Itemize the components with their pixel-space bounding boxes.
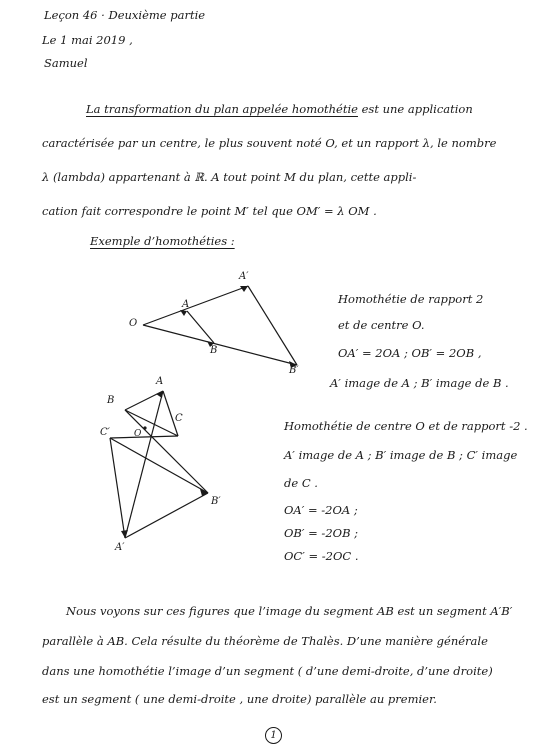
arrow-a-fig2 [156,391,163,398]
segment-a2b2-fig2 [125,493,208,538]
lesson-title: Leçon 46 · Deuxième partie [44,8,206,22]
example2-line-5: OB′ = -2OB ; [284,526,359,540]
definition-line-2: caractérisée par un centre, le plus souvent noté O, et un rapport λ, le nombre [42,136,497,150]
example2-line-3: de C . [284,476,318,490]
fig2-label-a2: A′ [115,542,125,553]
examples-heading: Exemple d’homothéties : [90,234,235,248]
segment-c2b2 [110,438,208,493]
example1-line-4: A′ image de A ; B′ image de B . [330,376,509,390]
lesson-date: Le 1 mai 2019 , [42,33,133,47]
example1-line-1: Homothétie de rapport 2 [338,292,484,306]
conclusion-line-3: dans une homothétie l’image d’un segment ( d’une demi-droite, d’une droite) [42,664,493,678]
segment-c2a2 [110,438,125,538]
center-o-dot [143,426,146,429]
example2-line-1: Homothétie de centre O et de rapport -2 . [284,419,528,433]
fig2-label-c2: C′ [100,427,110,438]
line-c-c2 [110,436,178,438]
fig2-label-b: B [107,395,115,406]
fig2-label-b2: B′ [211,496,221,507]
conclusion-line-1: Nous voyons sur ces figures que l’image du segment AB est un segment A′B′ [66,604,513,618]
line-b-b2 [125,410,208,493]
example2-line-4: OA′ = -2OA ; [284,503,358,517]
fig2-label-a: A [156,376,164,387]
definition-line-4: cation fait correspondre le point M′ tel que OM′ = λ OM . [42,204,377,218]
example2-line-6: OC′ = -2OC . [284,549,359,563]
fig1-label-a2: A′ [239,271,249,282]
conclusion-line-2: parallèle à AB. Cela résulte du théorème de Thalès. D’une manière générale [42,634,488,648]
fig2-label-c: C [175,413,183,424]
fig1-label-o: O [129,318,138,329]
author-name: Samuel [44,56,88,70]
fig1-label-b: B [210,345,218,356]
definition-rest: est une application [357,102,473,116]
example2-line-2: A′ image de A ; B′ image de B ; C′ image [284,448,518,462]
definition-underlined: La transformation du plan appelée homothétie [86,102,358,116]
definition-line-3: λ (lambda) appartenant à ℝ. A tout point M du plan, cette appli- [42,170,417,184]
fig1-label-a: A [182,299,190,310]
fig1-label-b2: B′ [289,365,299,376]
example1-line-3: OA′ = 2OA ; OB′ = 2OB , [338,346,482,360]
arrow-b2-fig2 [200,489,208,496]
page-number: 1 [265,727,282,744]
fig2-label-o: O [134,429,142,439]
conclusion-line-4: est un segment ( une demi-droite , une droite) parallèle au premier. [42,692,437,706]
example1-line-2: et de centre O. [338,318,425,332]
